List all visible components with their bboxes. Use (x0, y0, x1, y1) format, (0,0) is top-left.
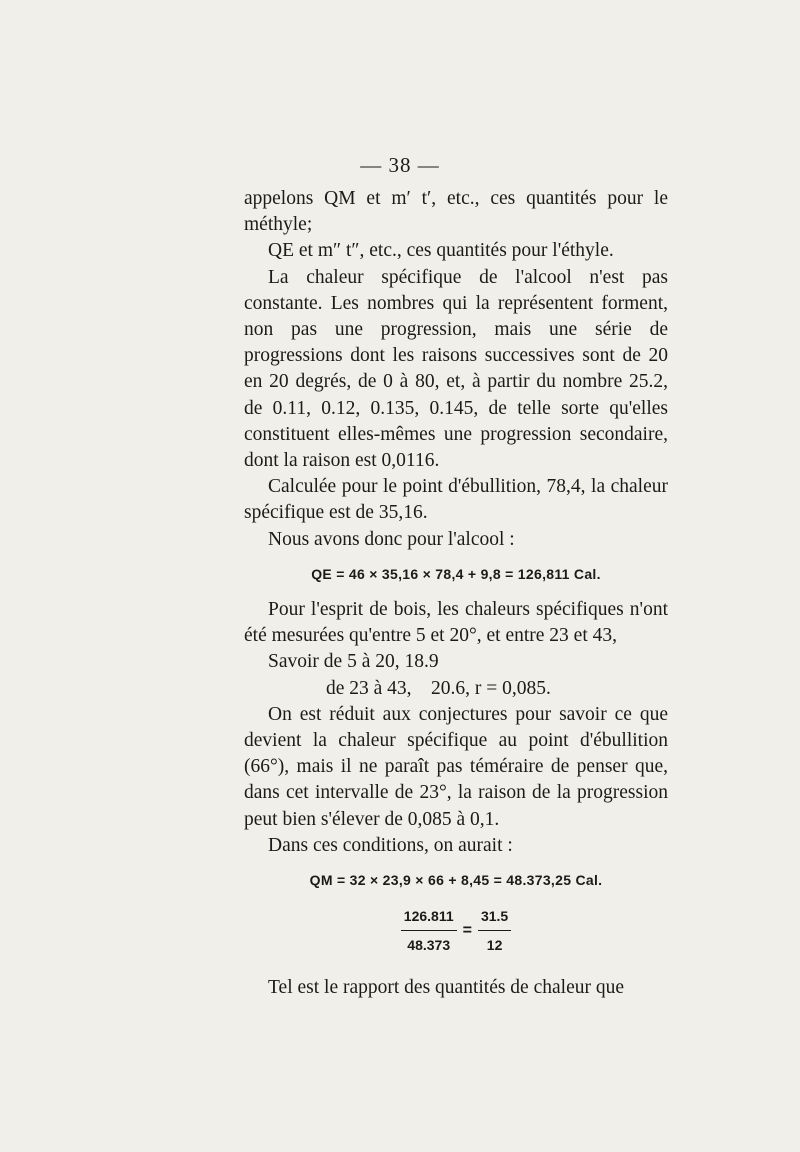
paragraph-8: Dans ces conditions, on aurait : (268, 834, 513, 856)
fraction-equals: = (462, 921, 472, 939)
formula-alcool: QE = 46 × 35,16 × 78,4 + 9,8 = 126,811 Cal. (311, 565, 601, 582)
fraction-right-denominator: 12 (486, 937, 503, 954)
fraction-left-denominator: 48.373 (407, 937, 451, 954)
page-number: — 38 — (360, 153, 440, 177)
paragraph-2: QE et m″ t″, etc., ces quantités pour l'éthyle. (268, 240, 614, 262)
paragraph-7: On est réduit aux conjectures pour savoir ce que devient la chaleur spécifique au point d'ébullition (66°), mais il ne paraît pas téméraire de penser que, dans cet intervalle de 23°, la raison de la progression peut bien s'élever de 0,085 à 0,1. (244, 703, 668, 830)
paragraph-3: La chaleur spécifique de l'alcool n'est pas constante. Les nombres qui la représentent forment, non pas une progression, mais une série de progressions dont les raisons successives sont de 20 en 20 degrés, de 0 à 80, et, à partir du nombre 25.2, de 0.11, 0.12, 0.135, 0.145, de telle sorte qu'elles constituent elles-mêmes une progression secondaire, dont la raison est 0,0116. (244, 266, 668, 472)
formula-esprit-de-bois: QM = 32 × 23,9 × 66 + 8,45 = 48.373,25 Cal. (309, 872, 603, 889)
fraction-right-numerator: 31.5 (478, 903, 511, 931)
paragraph-1: appelons QM et m′ t′, etc., ces quantités pour le méthyle; (244, 188, 668, 236)
savoir-line-1: Savoir de 5 à 20, 18.9 (268, 651, 439, 673)
savoir-line-2: de 23 à 43, 20.6, r = 0,085. (326, 677, 551, 699)
fraction-left (401, 903, 457, 958)
paragraph-6: Pour l'esprit de bois, les chaleurs spécifiques n'ont été mesurées qu'entre 5 et 20°, et entre 23 et 43, (244, 599, 668, 647)
fraction-right (478, 903, 511, 958)
body-text (244, 186, 668, 1001)
paragraph-9: Tel est le rapport des quantités de chaleur que (268, 976, 624, 998)
paragraph-5: Nous avons donc pour l'alcool : (268, 528, 515, 550)
paragraph-4: Calculée pour le point d'ébullition, 78,4, la chaleur spécifique est de 35,16. (244, 476, 668, 524)
fraction-left-numerator: 126.811 (401, 903, 457, 931)
fraction-equation (244, 903, 668, 958)
